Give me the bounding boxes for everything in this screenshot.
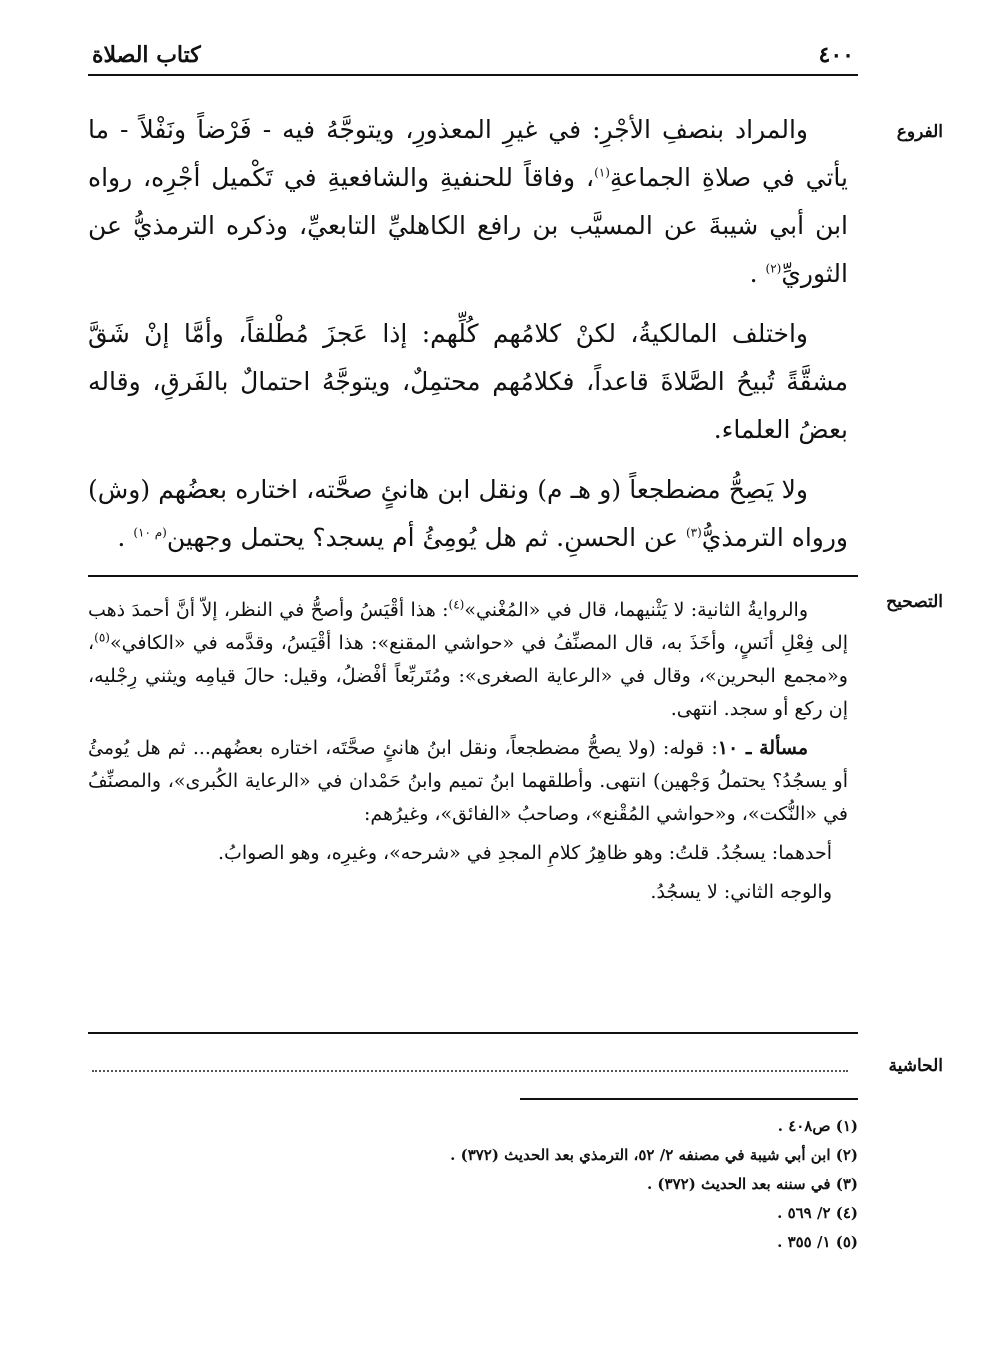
masala-ref: (م ١٠) <box>133 525 167 540</box>
furu-paragraph-1: والمراد بنصفِ الأجْرِ: في غيرِ المعذورِ، ويتوجَّهُ فيه - فَرْضاً ونَفْلاً - ما يأتي في صلاةِ الجماعةِ$^{(١)}$، وفاقاً للحنفيةِ والشافعيةِ في تَكْميل أجْرِه، رواه ابن أبي شيبةَ عن المسيَّب بن رافع الكاهليِّ التابعيِّ، وذكره الترمذيُّ عن الثوريِّ$^{(٢)}$ . <box>88 115 848 288</box>
opinion-1: أحدهما: يسجُدُ. قلتُ: وهو ظاهِرُ كلامِ المجدِ في «شرحه»، وغيرِه، وهو الصوابُ. <box>217 842 832 864</box>
footnote-rule <box>520 1098 858 1100</box>
footnote-ref-4: (٤) <box>448 597 465 612</box>
footnote-5: (٥) ١/ ٣٥٥ . <box>777 1233 858 1251</box>
furu-section <box>88 106 848 574</box>
hashiya-label: الحاشية <box>888 1056 943 1076</box>
footnote-2: (٢) ابن أبي شيبة في مصنفه ٢/ ٥٢، الترمذي بعد الحديث (٣٧٢) . <box>450 1146 858 1164</box>
tashih-paragraph-1: والروايةُ الثانية: لا يَثْنيهما، قال في «المُغْني»$^{(٤)}$: هذا أقْيَسُ وأصحُّ في النظر، إلاّ أنَّ أحمدَ ذهب إلى فِعْلِ أنَسٍ، وأخَذَ به، قال المصنِّفُ في «حواشي المقنع»: هذا أقْيَسُ، وقدَّمه في «الكافي»$^{(٥)}$، و«مجمع البحرين»، وقال في «الرعاية الصغرى»: ومُتَربِّعاً أفْضلُ، وقيل: حالَ قيامِه ويثني رِجْليه، إن ركع أو سجد. انتهى. <box>88 597 848 720</box>
footnote-4: (٤) ٢/ ٥٦٩ . <box>777 1204 858 1222</box>
furu-label: الفروع <box>896 122 943 142</box>
furu-paragraph-2: واختلف المالكيةُ، لكنْ كلامُهم كُلِّهم: إذا عَجزَ مُطْلقاً، وأمَّا إنْ شَقَّ مشقَّةً تُبيحُ الصَّلاةَ قاعداً، فكلامُهم محتمِلٌ، ويتوجَّهُ احتمالٌ بالفَرقِ، وقاله بعضُ العلماء. <box>88 319 848 444</box>
section-divider <box>88 575 858 577</box>
masala-paragraph: مسألة ـ ١٠: قوله: (ولا يصحُّ مضطجعاً، ونقل ابنُ هانئٍ صحَّتَه، اختاره بعضُهم... ثم هل يُومئُ أو يسجُدُ؟ يحتملُ وَجْهين) انتهى. وأطلقهما ابنُ تميم وابنُ حَمْدان في «الرعاية الكُبرى»، والمصنِّفُ في «النُّكت»، و«حواشي المُقْنع»، وصاحبُ «الفائق»، وغيرُهم: <box>88 737 848 825</box>
footnote-ref-1: (١) <box>594 165 610 180</box>
tashih-section <box>88 594 848 915</box>
page-number: ٤٠٠ <box>818 42 854 68</box>
section-divider-2 <box>88 1032 858 1034</box>
footnote-ref-2: (٢) <box>765 261 782 276</box>
book-title: كتاب الصلاة <box>92 42 201 68</box>
tashih-label: التصحيح <box>886 592 943 612</box>
footnote-ref-3: (٣) <box>685 525 702 540</box>
footnote-1: (١) ص٤٠٨ . <box>777 1117 858 1135</box>
header-rule <box>88 74 858 76</box>
page-header <box>88 40 858 72</box>
masala-label: مسألة ـ ١٠ <box>717 737 809 759</box>
footnote-3: (٣) في سننه بعد الحديث (٣٧٢) . <box>646 1175 858 1193</box>
footnotes <box>88 1112 858 1257</box>
opinion-2: والوجه الثاني: لا يسجُدُ. <box>650 881 832 903</box>
hashiya-dotted-line <box>92 1070 848 1074</box>
footnote-ref-5: (٥) <box>94 630 110 645</box>
furu-paragraph-3: ولا يَصِحُّ مضطجعاً (و هـ م) ونقل ابن هانئٍ صحَّته، اختاره بعضُهم (وش) ورواه الترمذيُّ$^{(٣)}$ عن الحسنِ. ثم هل يُومِئُ أم يسجد؟ يحتمل وجهين$^{(م ١٠)}$ . <box>88 475 848 552</box>
